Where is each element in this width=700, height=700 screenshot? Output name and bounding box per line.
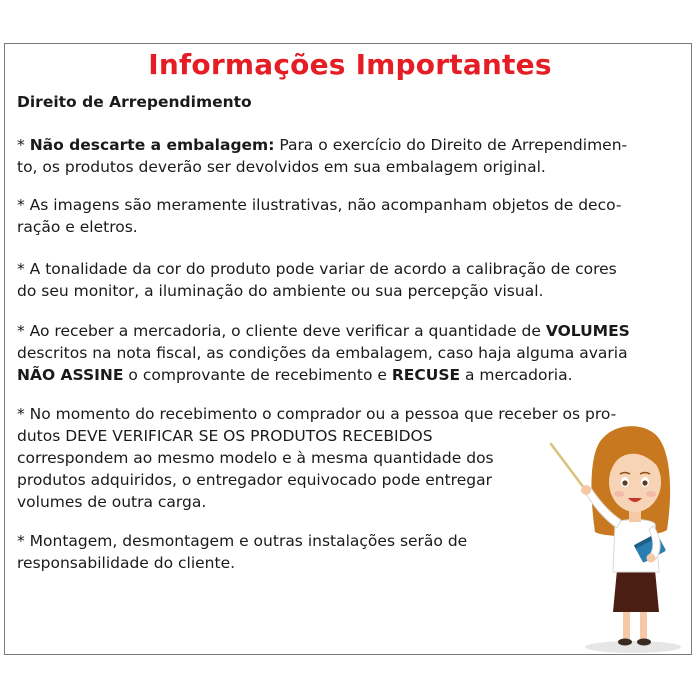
leg-right <box>640 608 647 640</box>
paragraph-tonalidade <box>17 258 689 302</box>
paragraph-line: * Montagem, desmontagem e outras instalações serão de <box>17 532 468 550</box>
paragraph-line: responsabilidade do cliente. <box>17 554 236 572</box>
line-text: * Ao receber a mercadoria, o cliente deve verificar a quantidade de <box>17 322 546 340</box>
pupil-right <box>642 480 647 485</box>
cheek-left <box>614 491 624 497</box>
bold-phrase: Não descarte a embalagem: <box>29 136 275 154</box>
page-title: Informações Importantes <box>148 48 552 81</box>
paragraph-line <box>17 320 689 342</box>
paragraph-line: * No momento do recebimento o comprador ou a pessoa que receber os pro- <box>17 405 617 423</box>
line-text: a mercadoria. <box>460 366 573 384</box>
paragraph-line: * A tonalidade da cor do produto pode variar de acordo a calibração de cores <box>17 260 617 278</box>
paragraph-line: correspondem ao mesmo modelo e à mesma quantidade dos <box>17 449 494 467</box>
hand-right <box>647 554 656 563</box>
shoe-right <box>637 639 651 646</box>
paragraph-line <box>17 134 689 156</box>
skirt <box>613 570 659 612</box>
cheek-right <box>646 491 656 497</box>
pupil-left <box>622 480 627 485</box>
line-text: Para o exercício do Direito de Arrependimen- <box>274 136 628 154</box>
pointer-stick <box>551 444 587 492</box>
paragraph-line: * As imagens são meramente ilustrativas, não acompanham objetos de deco- <box>17 196 622 214</box>
line-text: o comprovante de recebimento e <box>123 366 392 384</box>
paragraph-line: dutos DEVE VERIFICAR SE OS PRODUTOS RECEBIDOS <box>17 427 433 445</box>
paragraph-imagens <box>17 194 689 238</box>
paragraph-line <box>17 364 689 386</box>
paragraph-line: do seu monitor, a iluminação do ambiente ou sua percepção visual. <box>17 282 544 300</box>
bold-phrase: NÃO ASSINE <box>17 366 124 384</box>
bullet: * <box>17 136 30 154</box>
paragraph-embalagem <box>17 134 689 178</box>
floor-shadow <box>585 641 681 653</box>
paragraph-line: ração e eletros. <box>17 218 138 236</box>
paragraph-line: descritos na nota fiscal, as condições da embalagem, caso haja alguma avaria <box>17 344 628 362</box>
section-heading: Direito de Arrependimento <box>17 93 252 111</box>
shoe-left <box>618 639 632 646</box>
bold-phrase: RECUSE <box>391 366 461 384</box>
hand-left <box>581 485 591 495</box>
leg-left <box>623 608 630 640</box>
teacher-illustration <box>545 420 685 655</box>
bold-phrase: VOLUMES <box>545 322 630 340</box>
paragraph-line: to, os produtos deverão ser devolvidos em sua embalagem original. <box>17 158 546 176</box>
paragraph-line: volumes de outra carga. <box>17 493 207 511</box>
paragraph-receber <box>17 320 689 386</box>
paragraph-line: produtos adquiridos, o entregador equivocado pode entregar <box>17 471 492 489</box>
